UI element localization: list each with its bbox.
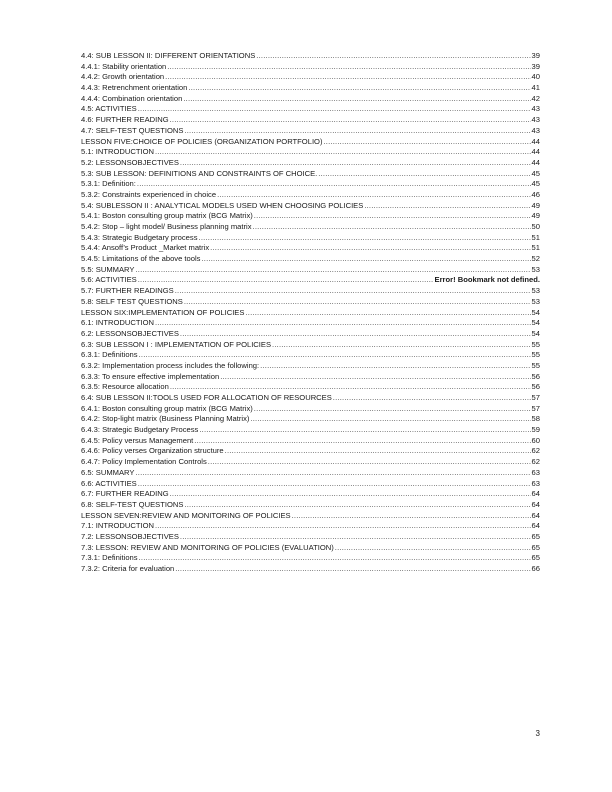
toc-entry[interactable] bbox=[81, 275, 540, 286]
toc-entry[interactable] bbox=[81, 265, 540, 276]
toc-entry-page: 63 bbox=[531, 478, 540, 488]
toc-entry[interactable] bbox=[81, 329, 540, 340]
toc-entry-title: 7.3.2: Criteria for evaluation bbox=[81, 564, 175, 573]
toc-dot-leader bbox=[138, 104, 531, 115]
toc-entry[interactable] bbox=[81, 243, 540, 254]
toc-dot-leader bbox=[165, 72, 530, 83]
toc-dot-leader bbox=[155, 318, 531, 329]
toc-entry-page: 56 bbox=[531, 371, 540, 381]
toc-dot-leader bbox=[170, 115, 531, 126]
toc-dot-leader bbox=[139, 350, 531, 361]
toc-entry[interactable] bbox=[81, 158, 540, 169]
toc-entry-title: 6.3.2: Implementation process includes the following: bbox=[81, 360, 260, 370]
toc-entry-title: 6.3.5: Resource allocation bbox=[81, 382, 169, 392]
toc-entry-title: 7.2: LESSONSOBJECTIVES bbox=[81, 531, 179, 541]
toc-entry[interactable] bbox=[81, 414, 540, 425]
toc-entry-title: 4.4.3: Retrenchment orientation bbox=[81, 83, 188, 93]
toc-entry[interactable] bbox=[81, 286, 540, 297]
toc-entry-page: 57 bbox=[531, 393, 540, 402]
toc-entry[interactable] bbox=[81, 211, 540, 222]
toc-entry-page: 55 bbox=[531, 350, 540, 360]
toc-entry-page: 42 bbox=[531, 93, 540, 103]
toc-entry[interactable] bbox=[81, 233, 540, 244]
toc-entry[interactable] bbox=[81, 489, 540, 500]
toc-dot-leader bbox=[225, 446, 531, 457]
toc-entry-page: 39 bbox=[531, 61, 540, 71]
toc-entry-page: 52 bbox=[531, 254, 540, 264]
toc-entry-page: 53 bbox=[531, 264, 540, 274]
toc-dot-leader bbox=[184, 297, 531, 308]
toc-entry[interactable] bbox=[81, 393, 540, 404]
toc-dot-leader bbox=[135, 468, 530, 479]
toc-entry-title: 4.4.4: Combination orientation bbox=[81, 93, 183, 103]
toc-entry-title: 5.3.1: Definition: bbox=[81, 179, 136, 189]
toc-dot-leader bbox=[138, 479, 531, 490]
toc-dot-leader bbox=[333, 393, 531, 404]
toc-entry[interactable] bbox=[81, 446, 540, 457]
toc-entry-page: 45 bbox=[531, 168, 540, 178]
toc-entry[interactable] bbox=[81, 83, 540, 94]
toc-entry[interactable] bbox=[81, 94, 540, 105]
toc-dot-leader bbox=[256, 51, 530, 62]
toc-entry[interactable] bbox=[81, 340, 540, 351]
toc-entry-title: 5.5: SUMMARY bbox=[81, 264, 135, 274]
toc-entry-title: 7.3: LESSON: REVIEW AND MONITORING OF POLICIES (EVALUATION) bbox=[81, 542, 334, 552]
toc-dot-leader bbox=[254, 211, 531, 222]
toc-entry-page: 53 bbox=[531, 286, 540, 296]
toc-entry[interactable] bbox=[81, 72, 540, 83]
toc-dot-leader bbox=[324, 137, 531, 148]
toc-dot-leader bbox=[318, 169, 530, 180]
toc-entry[interactable] bbox=[81, 147, 540, 158]
toc-entry-page: 64 bbox=[531, 499, 540, 509]
toc-dot-leader bbox=[170, 489, 531, 500]
toc-entry-page: 53 bbox=[531, 296, 540, 306]
toc-dot-leader bbox=[210, 243, 530, 254]
toc-entry[interactable] bbox=[81, 468, 540, 479]
toc-entry-title: 5.4.1: Boston consulting group matrix (BCG Matrix) bbox=[81, 211, 253, 221]
toc-dot-leader bbox=[194, 436, 530, 447]
toc-entry-page: 44 bbox=[531, 147, 540, 157]
toc-entry[interactable] bbox=[81, 190, 540, 201]
toc-dot-leader bbox=[183, 94, 530, 105]
toc-entry[interactable] bbox=[81, 479, 540, 490]
toc-entry-page: 64 bbox=[531, 510, 540, 520]
toc-entry-title: 4.4.1: Stability orientation bbox=[81, 61, 167, 71]
toc-dot-leader bbox=[155, 147, 531, 158]
toc-entry[interactable] bbox=[81, 564, 540, 575]
toc-dot-leader bbox=[260, 361, 530, 372]
toc-entry-title: 5.2: LESSONSOBJECTIVES bbox=[81, 157, 179, 167]
toc-dot-leader bbox=[364, 201, 530, 212]
toc-entry-title: 6.5: SUMMARY bbox=[81, 467, 135, 477]
toc-entry-title: 5.3.2: Constraints experienced in choice bbox=[81, 189, 217, 199]
toc-entry-title: 6.4.2: Stop-light matrix (Business Planning Matrix) bbox=[81, 414, 250, 424]
toc-entry-title: 6.4.1: Boston consulting group matrix (BCG Matrix) bbox=[81, 403, 253, 413]
toc-entry[interactable] bbox=[81, 297, 540, 308]
toc-dot-leader bbox=[180, 329, 531, 340]
toc-entry-title: 6.4.6: Policy verses Organization structure bbox=[81, 446, 224, 456]
toc-entry-page: 64 bbox=[531, 489, 540, 499]
toc-entry-title: 4.4.2: Growth orientation bbox=[81, 72, 165, 82]
toc-dot-leader bbox=[180, 532, 531, 543]
toc-entry-title: 5.4: SUBLESSON II : ANALYTICAL MODELS USED WHEN CHOOSING POLICIES bbox=[81, 200, 364, 210]
toc-dot-leader bbox=[184, 126, 530, 137]
toc-dot-leader bbox=[167, 62, 530, 73]
toc-entry-page: 66 bbox=[531, 564, 540, 573]
toc-entry-page: 43 bbox=[531, 115, 540, 125]
toc-dot-leader bbox=[272, 340, 531, 351]
toc-entry-title: 6.2: LESSONSOBJECTIVES bbox=[81, 328, 179, 338]
toc-dot-leader bbox=[245, 308, 530, 319]
toc-entry[interactable] bbox=[81, 51, 540, 62]
toc-entry-title: 7.1: INTRODUCTION bbox=[81, 521, 154, 531]
toc-entry[interactable] bbox=[81, 521, 540, 532]
toc-dot-leader bbox=[254, 404, 531, 415]
toc-entry[interactable] bbox=[81, 179, 540, 190]
toc-entry-page: 54 bbox=[531, 318, 540, 328]
toc-entry-title: 6.4: SUB LESSON II:TOOLS USED FOR ALLOCATION OF RESOURCES bbox=[81, 393, 332, 402]
toc-entry-page: 64 bbox=[531, 521, 540, 531]
toc-entry-title: 5.7: FURTHER READINGS bbox=[81, 286, 174, 296]
toc-entry-page: 46 bbox=[531, 189, 540, 199]
toc-entry-title: 5.3: SUB LESSON: DEFINITIONS AND CONSTRAINTS OF CHOICE. bbox=[81, 168, 318, 178]
toc-entry-title: 5.8: SELF TEST QUESTIONS bbox=[81, 296, 183, 306]
toc-entry[interactable] bbox=[81, 532, 540, 543]
toc-entry-page: 62 bbox=[531, 457, 540, 467]
toc-dot-leader bbox=[292, 511, 531, 522]
toc-entry-title: 6.1: INTRODUCTION bbox=[81, 318, 154, 328]
toc-entry-page: 41 bbox=[531, 83, 540, 93]
toc-entry-page: 43 bbox=[531, 104, 540, 114]
toc-dot-leader bbox=[199, 233, 531, 244]
toc-entry-title: 5.4.5: Limitations of the above tools bbox=[81, 254, 201, 264]
toc-entry[interactable] bbox=[81, 254, 540, 265]
toc-entry-title: 5.1: INTRODUCTION bbox=[81, 147, 154, 157]
table-of-contents bbox=[81, 51, 540, 575]
toc-entry-title: LESSON SIX:IMPLEMENTATION OF POLICIES bbox=[81, 307, 245, 317]
toc-entry-page: 45 bbox=[531, 179, 540, 189]
toc-entry[interactable] bbox=[81, 425, 540, 436]
toc-dot-leader bbox=[175, 564, 530, 575]
toc-entry-title: 5.4.4: Ansoff’s Product _Market matrix bbox=[81, 243, 210, 253]
toc-entry-page: 58 bbox=[531, 414, 540, 424]
toc-dot-leader bbox=[137, 179, 531, 190]
toc-entry-page: 39 bbox=[531, 51, 540, 60]
toc-dot-leader bbox=[201, 254, 530, 265]
toc-entry[interactable] bbox=[81, 169, 540, 180]
toc-entry[interactable] bbox=[81, 500, 540, 511]
toc-entry-title: LESSON FIVE:CHOICE OF POLICIES (ORGANIZATION PORTFOLIO) bbox=[81, 136, 323, 146]
toc-entry-title: 4.6: FURTHER READING bbox=[81, 115, 169, 125]
toc-entry-page: 65 bbox=[531, 531, 540, 541]
toc-entry-page: 56 bbox=[531, 382, 540, 392]
toc-entry[interactable] bbox=[81, 104, 540, 115]
toc-dot-leader bbox=[253, 222, 531, 233]
toc-entry-page: 50 bbox=[531, 222, 540, 231]
toc-dot-leader bbox=[208, 457, 531, 468]
toc-dot-leader bbox=[184, 500, 530, 511]
toc-entry-title: 6.3: SUB LESSON I : IMPLEMENTATION OF POLICIES bbox=[81, 339, 272, 349]
toc-entry[interactable] bbox=[81, 62, 540, 73]
toc-entry-title: 6.7: FURTHER READING bbox=[81, 489, 169, 499]
toc-entry-page: 59 bbox=[531, 425, 540, 435]
toc-dot-leader bbox=[155, 521, 531, 532]
toc-entry-page: 57 bbox=[531, 403, 540, 413]
toc-dot-leader bbox=[217, 190, 530, 201]
toc-entry[interactable] bbox=[81, 553, 540, 564]
toc-entry-page: 51 bbox=[531, 232, 540, 242]
toc-entry-title: 6.3.1: Definitions bbox=[81, 350, 138, 360]
toc-entry-page: 51 bbox=[531, 243, 540, 253]
toc-entry-title: 5.4.2: Stop – light model/ Business planning matrix bbox=[81, 222, 252, 231]
toc-entry-title: 6.4.7: Policy Implementation Controls bbox=[81, 457, 207, 467]
toc-entry-title: 6.3.3: To ensure effective implementation bbox=[81, 371, 220, 381]
toc-entry-title: 4.4: SUB LESSON II: DIFFERENT ORIENTATIONS bbox=[81, 51, 256, 60]
toc-entry[interactable] bbox=[81, 350, 540, 361]
toc-dot-leader bbox=[170, 382, 531, 393]
toc-entry[interactable] bbox=[81, 126, 540, 137]
toc-entry-page: 40 bbox=[531, 72, 540, 82]
toc-entry[interactable] bbox=[81, 361, 540, 372]
page-number: 3 bbox=[535, 729, 540, 738]
toc-entry-title: 6.4.5: Policy versus Management bbox=[81, 435, 194, 445]
toc-entry[interactable] bbox=[81, 382, 540, 393]
toc-dot-leader bbox=[138, 275, 434, 286]
toc-dot-leader bbox=[250, 414, 530, 425]
toc-entry-page: 49 bbox=[531, 200, 540, 210]
toc-entry-title: 5.4.3: Strategic Budgetary process bbox=[81, 232, 198, 242]
toc-entry-page: 54 bbox=[531, 307, 540, 317]
toc-entry-title: 6.4.3: Strategic Budgetary Process bbox=[81, 425, 199, 435]
toc-entry-error-message: Error! Bookmark not defined. bbox=[434, 275, 540, 285]
toc-dot-leader bbox=[139, 553, 531, 564]
toc-entry[interactable] bbox=[81, 318, 540, 329]
toc-entry-title: LESSON SEVEN:REVIEW AND MONITORING OF POLICIES bbox=[81, 510, 291, 520]
toc-entry-page: 44 bbox=[531, 157, 540, 167]
toc-entry-page: 55 bbox=[531, 360, 540, 370]
toc-entry-title: 5.6: ACTIVITIES bbox=[81, 275, 137, 285]
toc-entry-page: 54 bbox=[531, 328, 540, 338]
toc-entry-page: 63 bbox=[531, 467, 540, 477]
toc-entry[interactable] bbox=[81, 308, 540, 319]
toc-entry-page: 65 bbox=[531, 553, 540, 563]
toc-entry-page: 65 bbox=[531, 542, 540, 552]
toc-entry-title: 6.6: ACTIVITIES bbox=[81, 478, 137, 488]
toc-entry-page: 43 bbox=[531, 125, 540, 135]
toc-entry[interactable] bbox=[81, 511, 540, 522]
toc-entry-title: 4.7: SELF-TEST QUESTIONS bbox=[81, 125, 184, 135]
toc-entry[interactable] bbox=[81, 436, 540, 447]
toc-dot-leader bbox=[188, 83, 530, 94]
toc-entry-title: 7.3.1: Definitions bbox=[81, 553, 138, 563]
toc-entry[interactable] bbox=[81, 372, 540, 383]
toc-entry-title: 4.5: ACTIVITIES bbox=[81, 104, 137, 114]
toc-entry-title: 6.8: SELF-TEST QUESTIONS bbox=[81, 499, 184, 509]
toc-entry-page: 55 bbox=[531, 339, 540, 349]
toc-entry-page: 44 bbox=[531, 136, 540, 146]
toc-entry[interactable] bbox=[81, 137, 540, 148]
toc-dot-leader bbox=[335, 543, 531, 554]
toc-dot-leader bbox=[135, 265, 530, 276]
toc-entry[interactable] bbox=[81, 222, 540, 233]
toc-dot-leader bbox=[199, 425, 530, 436]
toc-dot-leader bbox=[175, 286, 531, 297]
toc-entry-page: 49 bbox=[531, 211, 540, 221]
toc-entry[interactable] bbox=[81, 457, 540, 468]
toc-dot-leader bbox=[220, 372, 530, 383]
toc-entry-page: 62 bbox=[531, 446, 540, 456]
toc-entry[interactable] bbox=[81, 201, 540, 212]
toc-entry[interactable] bbox=[81, 404, 540, 415]
toc-entry-page: 60 bbox=[531, 435, 540, 445]
toc-entry[interactable] bbox=[81, 115, 540, 126]
toc-entry[interactable] bbox=[81, 543, 540, 554]
toc-dot-leader bbox=[180, 158, 531, 169]
